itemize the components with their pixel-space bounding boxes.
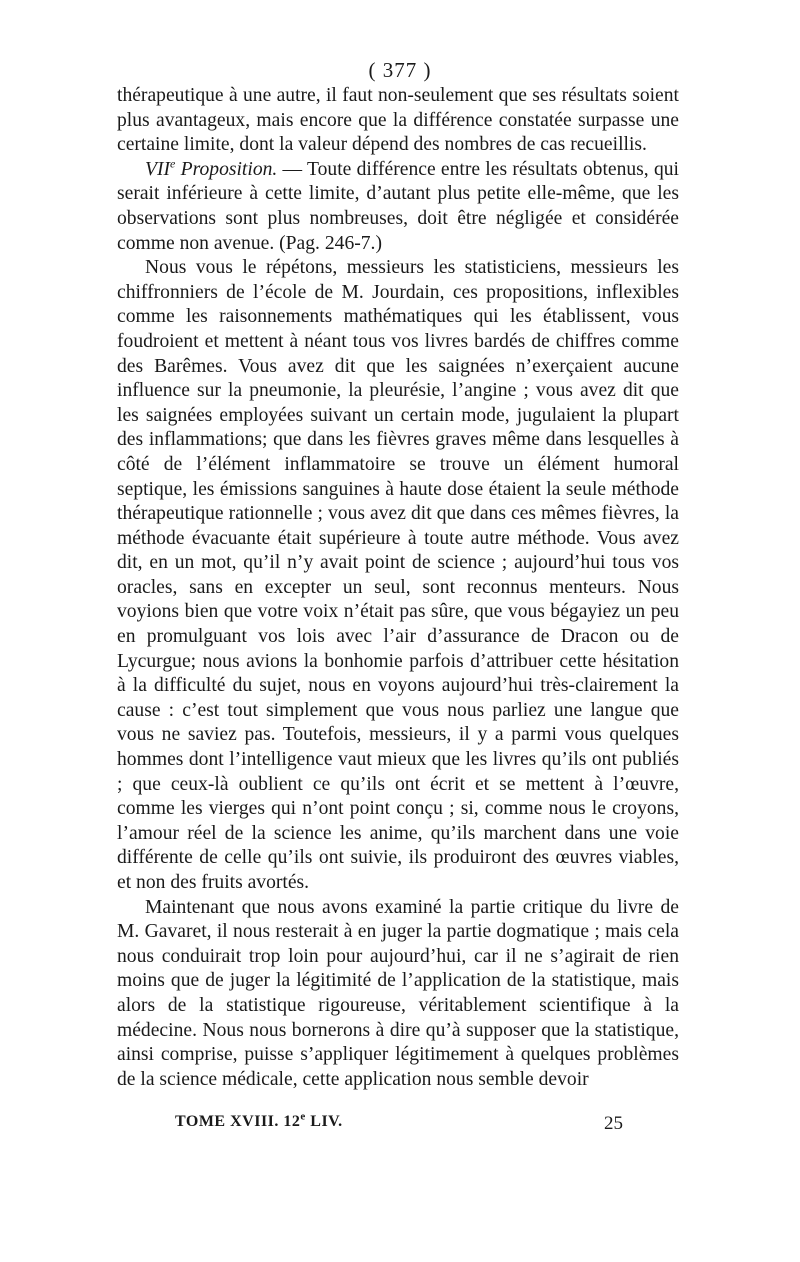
signature-mark [175, 1110, 343, 1131]
proposition-superscript: e [170, 156, 176, 171]
signature-superscript: e [300, 1110, 306, 1123]
paragraph-conclusion: Maintenant que nous avons examiné la partie critique du livre de M. Gavaret, il nous resterait à en juger la partie dogmatique ; mais cela nous conduirait trop loin pour aujourd’hui, car il ne s’agirait de rien moins que de juger la légitimité de l’application de la statistique, mais alors de la statistique rigoureuse, véritablement scientifique à la médecine. Nous nous bornerons à dire qu’à supposer que la statistique, ainsi comprise, puisse s’appliquer légitimement à quelques problèmes de la science médicale, cette application nous semble devoir [117, 896, 679, 1090]
signature-rest: LIV. [305, 1113, 343, 1130]
proposition-label [145, 156, 278, 180]
body-text [117, 84, 679, 1092]
sheet-number: 25 [604, 1113, 623, 1134]
page-number: ( 377 ) [368, 58, 432, 82]
paragraph-proposition [117, 158, 679, 256]
paragraph-statisticians: Nous vous le répétons, messieurs les statisticiens, messieurs les chiffronniers de l’école de M. Jourdain, ces propositions, inflexibles comme les raisonnements mathématiques qui les établissent, vous foudroient et mettent à néant tous vos livres bardés de chiffres comme des Barêmes. Vous avez dit que les saignées n’exerçaient aucune influence sur la pneumonie, la pleurésie, l’angine ; vous avez dit que les saignées employées suivant un certain mode, jugulaient la plupart des inflammations; que dans les fièvres graves même dans lesquelles à côté de l’élément inflammatoire se trouve un élément humoral septique, les émissions sanguines à haute dose étaient la seule méthode thérapeutique rationnelle ; vous avez dit que dans ces mêmes fièvres, la méthode évacuante était supérieure à toute autre méthode. Vous avez dit, en un mot, qu’il n’y avait point de science ; aujourd’hui tous vos oracles, sans en excepter un seul, sont reconnus menteurs. Nous voyions bien que votre voix n’était pas sûre, que vous bégayiez un peu en promulguant vos lois avec l’air d’assurance de Dracon ou de Lycurgue; nous avions la bonhomie parfois d’attribuer cette hésitation à la difficulté du sujet, nous en voyons aujourd’hui très-clairement la cause : c’est tout simplement que vous nous parliez une langue que vous ne saviez pas. Toutefois, messieurs, il y a parmi vous quelques hommes dont l’intelligence vaut mieux que les livres qu’ils ont publiés ; que ceux-là oublient ce qu’ils ont écrit et se mettent à l’œuvre, comme les vierges qui n’ont point conçu ; si, comme nous le croyons, l’amour réel de la science les anime, qu’ils marchent dans une voie différente de celle qu’ils ont suivie, ils produiront des œuvres viables, et non des fruits avortés. [117, 257, 679, 893]
proposition-word: Proposition. [175, 158, 278, 180]
page-footer [0, 1110, 800, 1143]
proposition-number: VII [145, 158, 171, 180]
signature-main: TOME XVIII. 12 [175, 1113, 301, 1130]
proposition-text: — Toute différence entre les résultats obtenus, qui serait inférieure à cette limite, d’autant plus petite elle-même, que les observations sont plus nombreuses, doit être négligée et considérée comme non avenue. (Pag. 246-7.) [117, 158, 679, 254]
paragraph-continuation: thérapeutique à une autre, il faut non-seulement que ses résultats soient plus avantageux, mais encore que la différence constatée surpasse une certaine limite, dont la valeur dépend des nombres de cas recueillis. [117, 85, 679, 156]
